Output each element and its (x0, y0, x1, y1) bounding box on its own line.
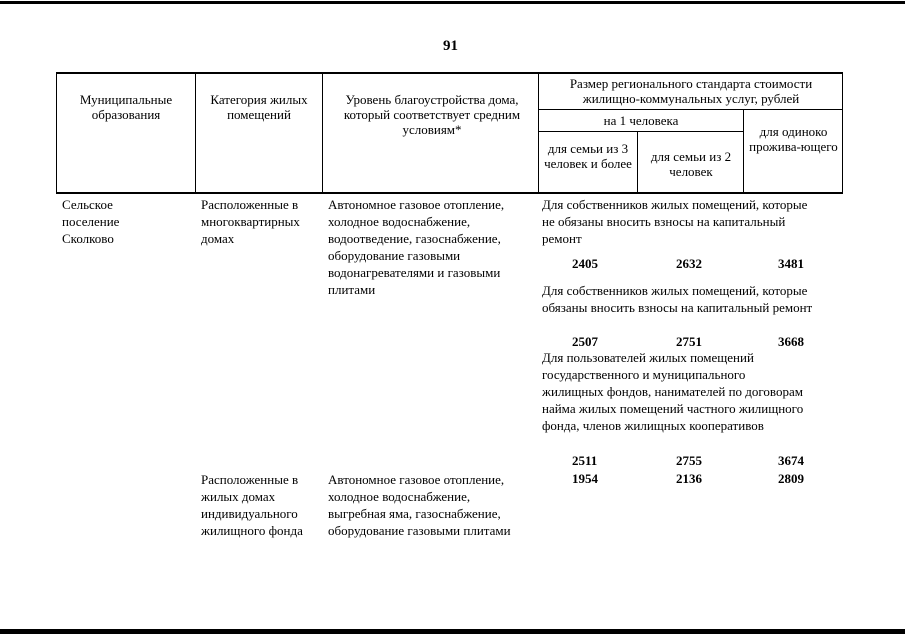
level-house: Автономное газовое отопление, холодное водоснабжение, выгребная яма, газоснабжение, оборудование газовыми плитами (328, 472, 511, 538)
bottom-border (0, 629, 905, 634)
header-family3: для семьи из 3 человек и более (544, 141, 632, 171)
header-family2: для семьи из 2 человек (650, 149, 732, 179)
header-category: Категория жилых помещений (210, 92, 308, 122)
value-g3-family2: 2755 (676, 453, 702, 468)
value-house-family3: 1954 (572, 471, 598, 486)
top-border (0, 1, 905, 4)
header-single: для одиноко прожива-ющего (749, 124, 838, 154)
group-label-2: Для собственников жилых помещений, которые обязаны вносить взносы на капитальный ремонт (542, 283, 813, 315)
page-number: 91 (443, 38, 458, 54)
header-size: Размер регионального стандарта стоимости жилищно-коммунальных услуг, рублей (569, 76, 813, 106)
value-house-family2: 2136 (676, 471, 702, 486)
municipality-name: Сельское поселение Сколково (62, 197, 120, 246)
value-g3-single: 3674 (778, 453, 804, 468)
value-g2-family2: 2751 (676, 334, 702, 349)
header-municipal: Муниципальные образования (79, 92, 173, 122)
value-g3-family3: 2511 (572, 453, 598, 468)
value-house-single: 2809 (778, 471, 804, 486)
value-g2-single: 3668 (778, 334, 804, 349)
category-apartment: Расположенные в многоквартирных домах (201, 197, 300, 246)
header-level: Уровень благоустройства дома, который соответствует средним условиям* (343, 92, 521, 137)
level-apartment: Автономное газовое отопление, холодное водоснабжение, водоотведение, газоснабжение, оборудование газовыми водонагревателями и газовыми плитами (328, 197, 505, 297)
header-per-person: на 1 человека (603, 113, 679, 128)
value-g2-family3: 2507 (572, 334, 598, 349)
value-g1-family3: 2405 (572, 256, 598, 271)
category-house: Расположенные в жилых домах индивидуального жилищного фонда (201, 472, 303, 538)
value-g1-family2: 2632 (676, 256, 702, 271)
group-label-3: Для пользователей жилых помещений государственного и муниципального жилищных фондов, нанимателей по договорам найма жилых помещений частного жилищного фонда, членов жилищных кооперативов (542, 350, 804, 433)
group-label-1: Для собственников жилых помещений, которые не обязаны вносить взносы на капитальный ремонт (542, 197, 808, 246)
value-g1-single: 3481 (778, 256, 804, 271)
